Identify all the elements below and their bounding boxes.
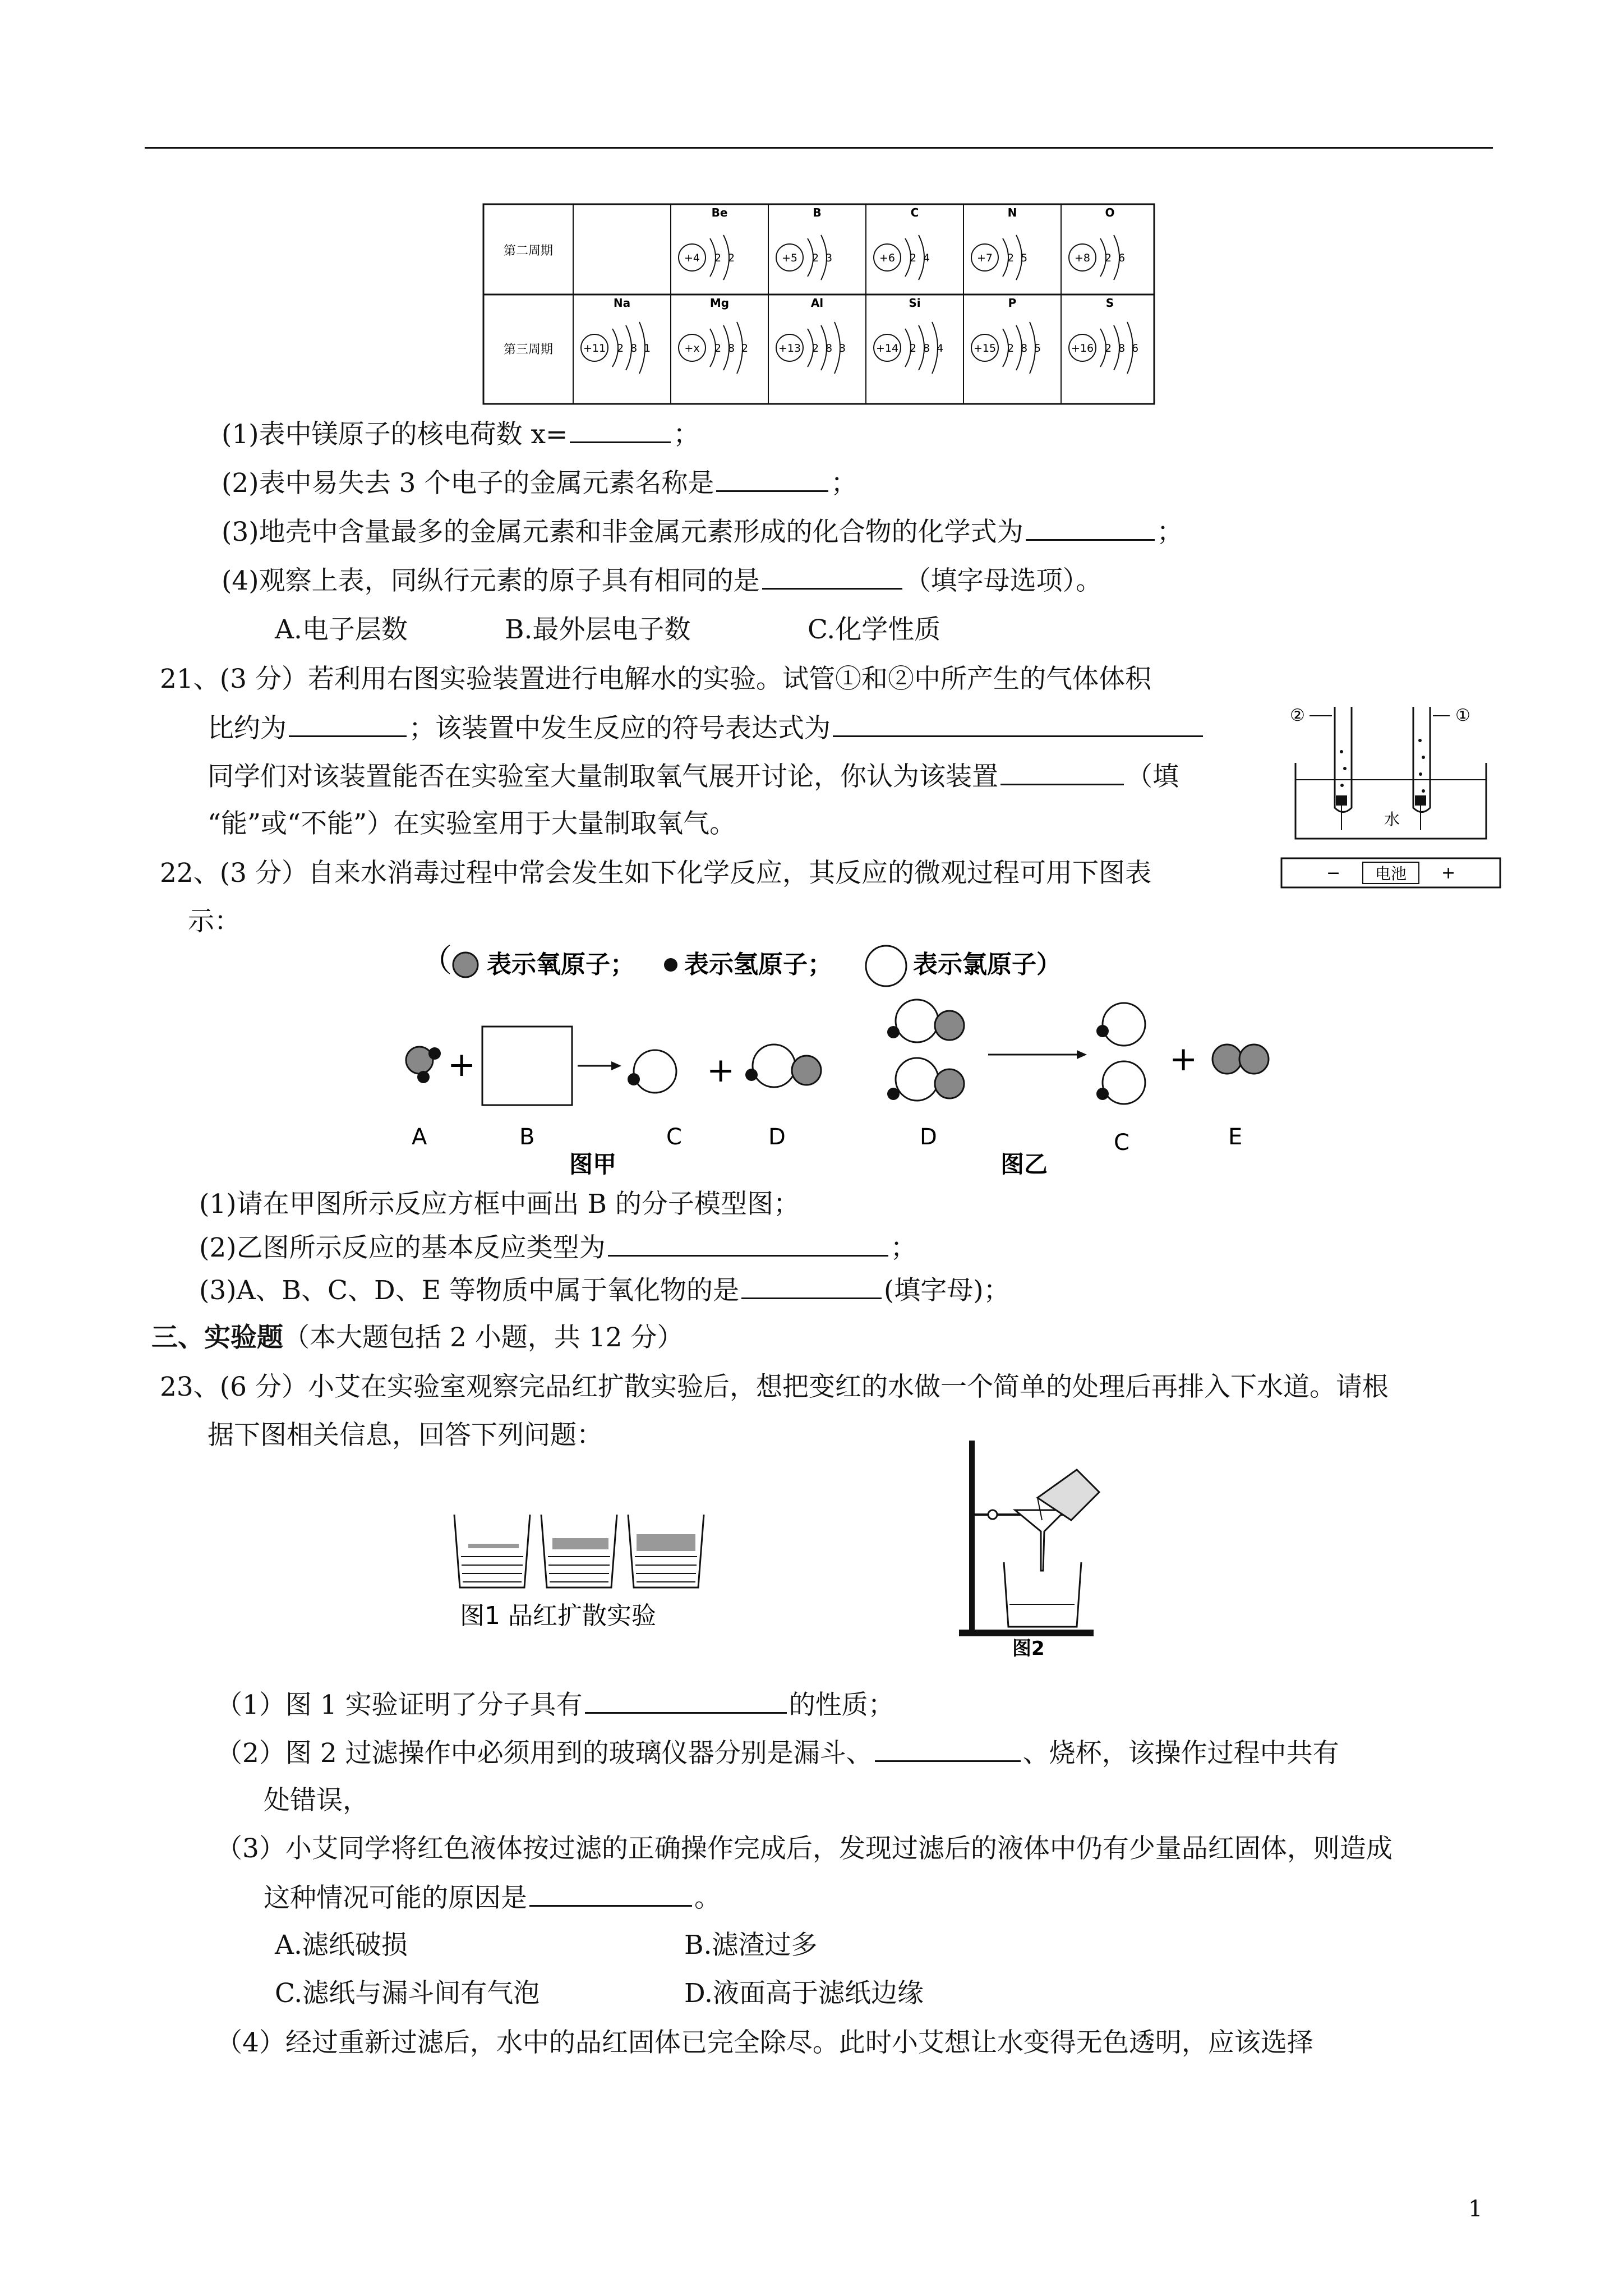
q20-part3: (3)地壳中含量最多的金属元素和非金属元素形成的化合物的化学式为 ； [222, 514, 1183, 549]
label-d2: D [920, 1124, 937, 1150]
legend-oxygen: 表示氧原子； [487, 950, 635, 979]
element-symbol: O [1105, 206, 1115, 219]
electron-count: 2 [616, 342, 624, 355]
element-symbol: Mg [709, 296, 730, 310]
label-a: A [412, 1124, 427, 1150]
row-label-period2: 第二周期 [503, 244, 554, 258]
element-symbol: Si [909, 296, 921, 310]
answer-blank-q21-2[interactable] [833, 711, 1203, 737]
q23-option-b: B.滤渣过多 [684, 1930, 818, 1961]
plus-sign-3: + [1169, 1039, 1198, 1079]
electron-count: 2 [714, 342, 722, 355]
q23-option-a: A.滤纸破损 [275, 1930, 408, 1961]
electron-count: 3 [838, 342, 846, 355]
answer-blank-q20-2[interactable] [716, 466, 828, 492]
q20-option-a: A.电子层数 [275, 614, 408, 645]
q23-part1: （1）图 1 实验证明了分子具有 的性质； [216, 1687, 895, 1722]
tube-label-2: ② [1290, 706, 1305, 725]
row-label-period3: 第三周期 [503, 343, 554, 357]
answer-blank-q22-2[interactable] [608, 1230, 888, 1257]
header-rule [145, 147, 1493, 149]
answer-blank-q20-3[interactable] [1026, 514, 1155, 541]
q22-part3: (3)A、B、C、D、E 等物质中属于氧化物的是 (填字母)； [199, 1273, 1010, 1308]
electron-count: 2 [1007, 342, 1015, 355]
figure1-caption: 图1 品红扩散实验 [460, 1602, 656, 1630]
electron-count: 2 [1007, 252, 1015, 264]
element-symbol: Na [613, 296, 631, 310]
electron-count: 2 [811, 252, 819, 264]
water-label: 水 [1384, 810, 1400, 829]
product-c-molecule [628, 1050, 676, 1093]
legend-open: （ [421, 943, 452, 979]
q22-line1: 22、(3 分）自来水消毒过程中常会发生如下化学反应，其反应的微观过程可用下图表 [160, 858, 1151, 889]
label-d: D [768, 1124, 786, 1150]
answer-blank-q23-3[interactable] [529, 1880, 692, 1907]
q21-line4: “能”或“不能”）在实验室用于大量制取氧气。 [208, 808, 736, 839]
answer-blank-q23-2[interactable] [875, 1736, 1021, 1762]
figure2-caption: 图2 [1012, 1637, 1045, 1660]
figure-jia-caption: 图甲 [569, 1151, 617, 1178]
electron-count: 2 [741, 342, 749, 355]
electron-count: 3 [825, 252, 833, 264]
electron-count: 4 [923, 252, 930, 264]
tube-label-1: ① [1455, 706, 1470, 725]
nucleus-charge: +14 [875, 342, 899, 355]
reactant-d-molecules [887, 1000, 964, 1101]
electron-count: 2 [1104, 252, 1112, 264]
q21-line2: 比约为 ；该装置中发生反应的符号表达式为 [208, 711, 1205, 746]
q23-option-c: C.滤纸与漏斗间有气泡 [275, 1978, 540, 2009]
q22-part2: (2)乙图所示反应的基本反应类型为 ； [199, 1230, 917, 1265]
electron-count: 8 [1118, 342, 1126, 355]
diffusion-beakers-figure [443, 1503, 723, 1649]
q23-part4: （4）经过重新过滤后，水中的品红固体已完全除尽。此时小艾想让水变得无色透明，应该选择 [216, 2027, 1313, 2058]
q23-line2: 据下图相关信息，回答下列问题： [208, 1420, 603, 1451]
electron-count: 8 [923, 342, 930, 355]
label-c2: C [1114, 1130, 1129, 1156]
element-symbol: N [1007, 206, 1017, 219]
electron-count: 4 [936, 342, 944, 355]
answer-blank-q23-1[interactable] [585, 1687, 787, 1714]
nucleus-charge: +6 [879, 252, 896, 264]
nucleus-charge: +7 [976, 252, 993, 264]
filtration-apparatus-figure [959, 1436, 1127, 1660]
product-c-molecules [1096, 1003, 1145, 1104]
electron-count: 6 [1131, 342, 1139, 355]
plus-sign-1: + [448, 1045, 476, 1084]
label-c: C [666, 1124, 682, 1150]
page-number: 1 [1468, 2196, 1483, 2222]
element-symbol: C [910, 206, 919, 219]
label-e: E [1228, 1124, 1243, 1150]
hydrogen-atom-icon [664, 958, 677, 972]
electron-count: 8 [1020, 342, 1028, 355]
answer-blank-q20-4[interactable] [762, 563, 902, 590]
q23-part3-line1: （3）小艾同学将红色液体按过滤的正确操作完成后，发现过滤后的液体中仍有少量品红固体，则造成 [216, 1833, 1393, 1864]
nucleus-charge: +11 [583, 342, 606, 355]
q23-option-d: D.液面高于滤纸边缘 [684, 1978, 924, 2009]
q20-part4: (4)观察上表，同纵行元素的原子具有相同的是 （填字母选项）。 [222, 563, 1102, 598]
electron-count: 2 [811, 342, 819, 355]
reactant-a-molecule [406, 1047, 441, 1083]
q20-part2: (2)表中易失去 3 个电子的金属元素名称是 ； [222, 466, 857, 500]
element-symbol: Be [711, 206, 728, 219]
electrolysis-apparatus [1279, 696, 1503, 898]
electron-count: 2 [727, 252, 735, 264]
q22-line2: 示： [188, 906, 241, 937]
oxygen-atom-icon [453, 953, 478, 977]
nucleus-charge: +13 [778, 342, 801, 355]
electron-count: 8 [825, 342, 833, 355]
element-symbol: P [1008, 296, 1017, 310]
element-symbol: Al [810, 296, 824, 310]
electron-count: 2 [714, 252, 722, 264]
plus-sign-2: + [707, 1051, 735, 1090]
q20-option-b: B.最外层电子数 [505, 614, 691, 645]
answer-blank-q20-1[interactable] [570, 417, 671, 443]
product-d-molecule [745, 1045, 821, 1087]
battery-minus: − [1326, 863, 1341, 883]
battery-label: 电池 [1375, 864, 1407, 883]
legend-chlorine: 表示氯原子） [913, 950, 1061, 979]
nucleus-charge: +16 [1071, 342, 1094, 355]
answer-blank-q22-3[interactable] [741, 1273, 882, 1299]
q23-part2-line2: 处错误， [264, 1785, 369, 1816]
q23-part2-line1: （2）图 2 过滤操作中必须用到的玻璃仪器分别是漏斗、 、烧杯，该操作过程中共有 [216, 1736, 1339, 1770]
product-e-molecule [1212, 1045, 1269, 1074]
q21-line3: 同学们对该装置能否在实验室大量制取氧气展开讨论，你认为该装置 （填 [208, 759, 1179, 794]
nucleus-charge: +5 [781, 252, 798, 264]
q23-part3-line2: 这种情况可能的原因是 。 [264, 1880, 721, 1915]
element-symbol: B [813, 206, 822, 219]
battery-plus: + [1441, 863, 1456, 883]
electron-count: 1 [643, 342, 651, 355]
figure-yi-caption: 图乙 [1000, 1151, 1048, 1178]
electron-count: 2 [1104, 342, 1112, 355]
electron-count: 8 [630, 342, 638, 355]
answer-blank-q21-3[interactable] [1000, 759, 1124, 785]
answer-blank-q21-1[interactable] [289, 711, 407, 737]
electron-count: 6 [1118, 252, 1126, 264]
electron-count: 2 [909, 342, 917, 355]
molecule-b-box[interactable] [482, 1027, 572, 1105]
electron-count: 2 [909, 252, 917, 264]
q21-line1: 21、(3 分）若利用右图实验装置进行电解水的实验。试管①和②中所产生的气体体积 [160, 664, 1151, 694]
legend-hydrogen: 表示氢原子； [684, 950, 832, 979]
electron-count: 5 [1034, 342, 1041, 355]
molecular-reaction-diagram [387, 931, 1318, 1200]
periodic-table-diagram [482, 203, 1155, 405]
label-b: B [519, 1124, 535, 1150]
q22-part1: (1)请在甲图所示反应方框中画出 B 的分子模型图； [199, 1189, 800, 1220]
chlorine-atom-icon [866, 946, 906, 986]
element-symbol: S [1105, 296, 1114, 310]
q23-line1: 23、(6 分）小艾在实验室观察完品红扩散实验后，想把变红的水做一个简单的处理后再排入下水道。请根 [160, 1372, 1389, 1402]
nucleus-charge: +15 [973, 342, 997, 355]
electron-count: 8 [727, 342, 735, 355]
nucleus-charge: +8 [1074, 252, 1091, 264]
section-3-heading: 三、实验题（本大题包括 2 小题，共 12 分） [151, 1322, 684, 1353]
nucleus-charge: +x [684, 342, 700, 355]
q20-option-c: C.化学性质 [808, 614, 941, 645]
electron-count: 5 [1020, 252, 1028, 264]
q20-part1: (1)表中镁原子的核电荷数 x= ； [222, 417, 699, 452]
nucleus-charge: +4 [684, 252, 700, 264]
